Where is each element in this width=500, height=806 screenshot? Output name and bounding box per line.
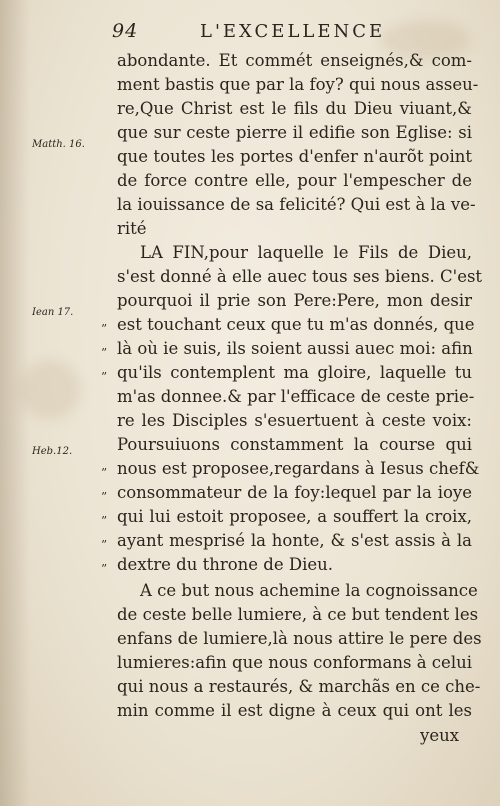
text-line: Poursuiuons constamment la course qui <box>117 435 472 454</box>
section-heading-line: LA FIN,pour laquelle le Fils de Dieu, <box>140 243 472 262</box>
page-header <box>0 20 500 48</box>
margin-note-reference: Iean 17. <box>32 307 74 318</box>
text-line: enfans de lumiere,là nous attire le pere des <box>117 629 482 648</box>
text-line: que sur ceste pierre il edifie son Eglise: si <box>117 123 472 142</box>
text-line: qui lui estoit proposee, a souffert la croix, <box>117 507 472 526</box>
quote-mark: ” <box>101 346 108 360</box>
text-line: s'est donné à elle auec tous ses biens. C'est <box>117 267 483 286</box>
text-line: qui nous a restaurés, & marchãs en ce che- <box>117 677 481 696</box>
page-number: 94 <box>112 20 139 42</box>
catchword: yeux <box>420 726 460 745</box>
text-line: consommateur de la foy:lequel par la ioye <box>117 483 472 502</box>
text-line: qu'ils contemplent ma gloire, laquelle tu <box>117 363 472 382</box>
text-line: que toutes les portes d'enfer n'aurõt point <box>117 147 472 166</box>
paper-stain <box>20 360 80 420</box>
quote-mark: ” <box>101 562 108 576</box>
text-line: est touchant ceux que tu m'as donnés, que <box>117 315 475 334</box>
quote-mark: ” <box>101 490 108 504</box>
text-line: de ceste belle lumiere, à ce but tendent les <box>117 605 479 624</box>
quote-mark: ” <box>101 370 108 384</box>
text-line: la iouissance de sa felicité? Qui est à la ve- <box>117 195 476 214</box>
text-line: ayant mesprisé la honte, & s'est assis à la <box>117 531 472 550</box>
text-line: rité <box>117 219 147 238</box>
text-line: min comme il est digne à ceux qui ont les <box>117 701 472 720</box>
quote-mark: ” <box>101 322 108 336</box>
text-line: nous est proposee,regardans à Iesus chef& <box>117 459 480 478</box>
text-line: de force contre elle, pour l'empescher de <box>117 171 472 190</box>
quote-mark: ” <box>101 538 108 552</box>
quote-mark: ” <box>101 466 108 480</box>
quote-mark: ” <box>101 514 108 528</box>
margin-note-reference: Heb.12. <box>32 446 73 457</box>
text-line: m'as donnee.& par l'efficace de ceste prie- <box>117 387 475 406</box>
text-line: re,Que Christ est le fils du Dieu viuant,& <box>117 99 472 118</box>
text-line: dextre du throne de Dieu. <box>117 555 334 574</box>
margin-note-reference: Matth. 16. <box>32 139 85 150</box>
paragraph-start-line: A ce but nous achemine la cognoissance <box>140 581 478 600</box>
text-line: ment bastis que par la foy? qui nous asseu- <box>117 75 479 94</box>
text-line: pourquoi il prie son Pere:Pere, mon desir <box>117 291 472 310</box>
text-line: re les Disciples s'esuertuent à ceste voix: <box>117 411 472 430</box>
text-line: là où ie suis, ils soient aussi auec moi: afin <box>117 339 473 358</box>
text-line: lumieres:afin que nous conformans à celui <box>117 653 472 672</box>
text-line: abondante. Et commét enseignés,& com- <box>117 51 472 70</box>
running-title: L'EXCELLENCE <box>200 21 386 42</box>
